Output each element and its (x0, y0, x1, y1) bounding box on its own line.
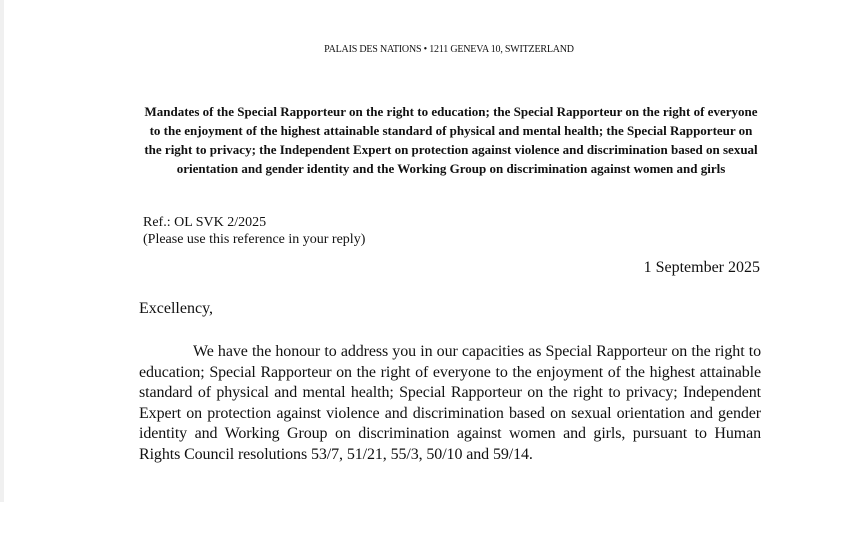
bottom-blank-area (0, 502, 866, 556)
mandates-heading: Mandates of the Special Rapporteur on the right to education; the Special Rapporteur on the right of everyone to the enjoyment of the highest attainable standard of physical and mental health; the Special Rapporteur on the right to privacy; the Independent Expert on protection against violence and discrimination based on sexual orientation and gender identity and the Working Group on discrimination against women and girls (144, 104, 758, 176)
letter-date: 1 September 2025 (643, 259, 760, 276)
salutation: Excellency, (139, 300, 214, 317)
body-paragraph: We have the honour to address you in our capacities as Special Rapporteur on the right to education; Special Rapporteur on the right of everyone to the enjoyment of the highest attainable standard of physical and mental health; Special Rapporteur on the right to privacy; Independent Expert on protection against violence and discrimination based on sexual orientation and gender identity and Working Group on discrimination against women and girls, pursuant to Human Rights Council resolutions 53/7, 51/21, 55/3, 50/10 and 59/14. (139, 343, 761, 463)
reference-number: Ref.: OL SVK 2/2025 (143, 215, 267, 230)
reference-block (143, 214, 365, 248)
reference-note: (Please use this reference in your reply) (143, 232, 366, 247)
letterhead-address: PALAIS DES NATIONS • 1211 GENEVA 10, SWITZERLAND (324, 44, 574, 55)
